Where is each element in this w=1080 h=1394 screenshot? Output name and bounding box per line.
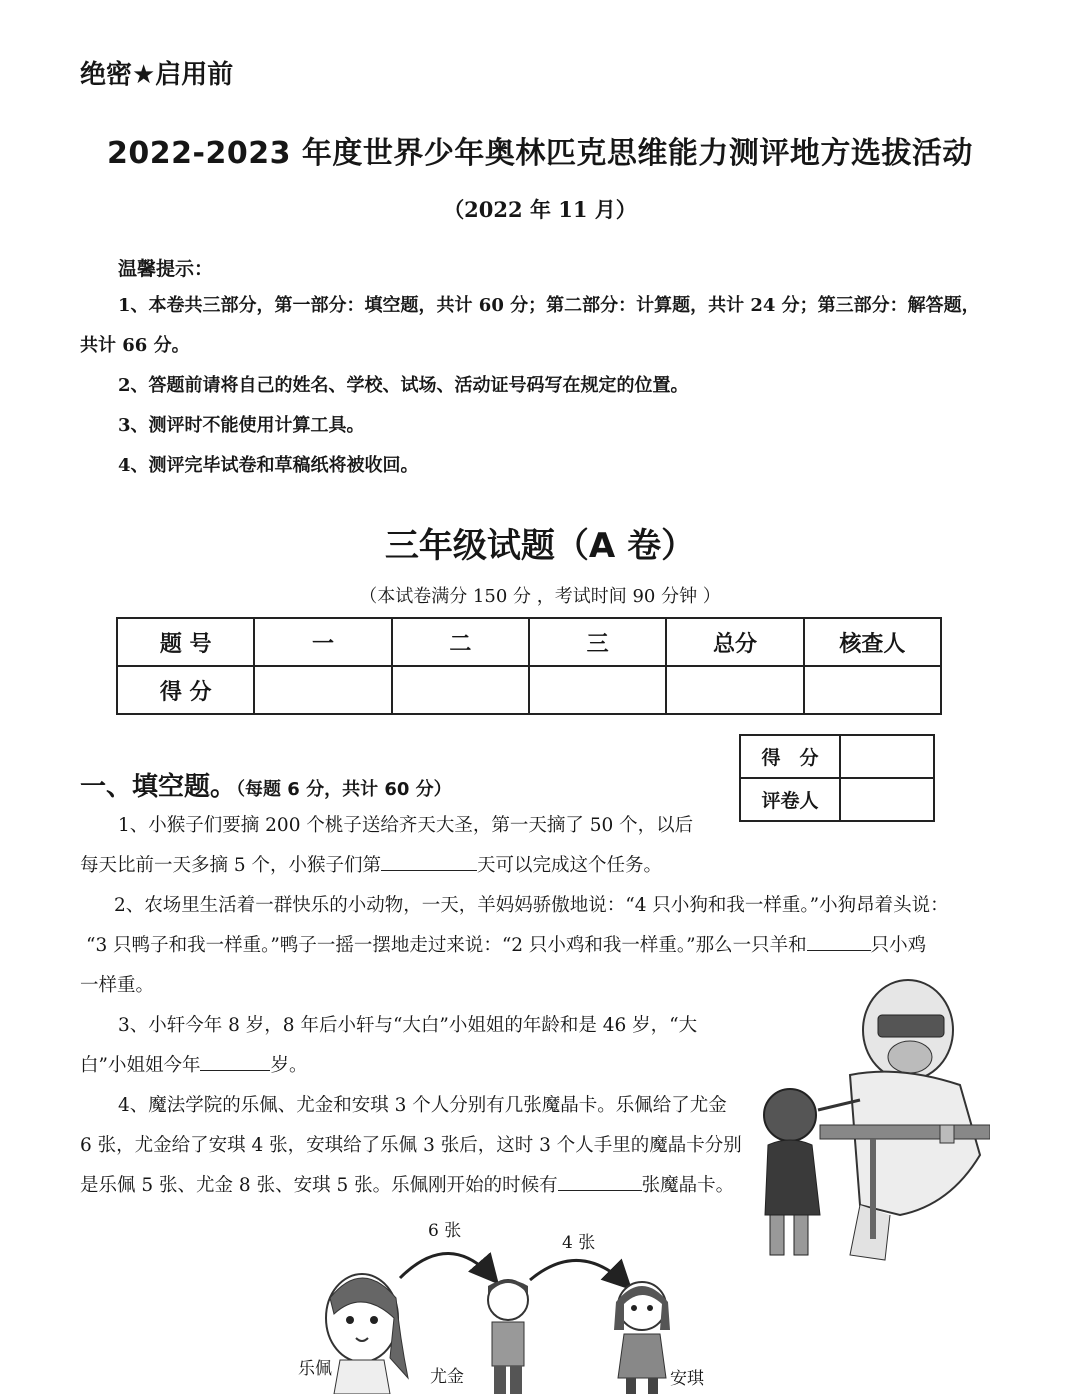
score-table-header-row: [117, 618, 941, 666]
tips-heading: 温馨提示：: [118, 258, 214, 280]
section-1-heading: 一、填空题。: [80, 772, 237, 802]
answer-blank-1[interactable]: [381, 850, 477, 871]
arrow-label-1: 6 张: [428, 1221, 462, 1241]
name-label-anqi: 安琪: [670, 1369, 704, 1389]
question-4-line-3: [80, 1166, 734, 1206]
question-4-line-2: 6 张，尤金给了安琪 4 张，安琪给了乐佩 3 张后，这时 3 个人手里的魔晶卡分别: [80, 1135, 742, 1156]
exam-title: 2022-2023 年度世界少年奥林匹克思维能力测评地方选拔活动: [107, 136, 973, 171]
question-1-text-end: 天可以完成这个任务。: [477, 855, 663, 876]
boy-yujin-figure: [488, 1280, 528, 1394]
score-cell[interactable]: [804, 666, 941, 714]
name-label-yujin: 尤金: [430, 1367, 464, 1387]
grader-name-cell[interactable]: [840, 778, 934, 821]
tip-1-cont: 共计 66 分。: [80, 335, 190, 356]
score-header-cell: 核查人: [804, 618, 941, 666]
question-2-line-1: 2、农场里生活着一群快乐的小动物，一天，羊妈妈骄傲地说：“4 只小狗和我一样重。”小狗昂着头说：: [114, 895, 949, 916]
covid-test-illustration: [750, 975, 990, 1265]
grader-score-cell[interactable]: [840, 735, 934, 778]
section-1-note: （每题 6 分，共计 60 分）: [236, 779, 452, 800]
score-cell[interactable]: [392, 666, 529, 714]
tip-3: 3、测评时不能使用计算工具。: [118, 415, 365, 436]
score-header-cell: 二: [392, 618, 529, 666]
arrow-label-2: 4 张: [562, 1233, 596, 1253]
exam-date: （2022 年 11 月）: [443, 197, 637, 222]
question-1-text: 每天比前一天多摘 5 个，小猴子们第: [80, 855, 382, 876]
question-2-text: “3 只鸭子和我一样重。”鸭子一摇一摆地走过来说：“2 只小鸡和我一样重。”那么一只羊和: [86, 935, 807, 956]
question-2-line-2: [86, 926, 926, 966]
card-transfer-diagram: [290, 1238, 730, 1394]
answer-blank-4[interactable]: [558, 1170, 642, 1191]
question-3-line-1: 3、小轩今年 8 岁，8 年后小轩与“大白”小姐姐的年龄和是 46 岁，“大: [118, 1015, 698, 1036]
score-table: [116, 617, 942, 715]
answer-blank-3[interactable]: [200, 1050, 270, 1071]
grader-table: [739, 734, 935, 822]
score-table-score-row: [117, 666, 941, 714]
score-cell[interactable]: [666, 666, 803, 714]
paper-subtitle: （本试卷满分 150 分 ，考试时间 90 分钟 ）: [359, 586, 721, 607]
name-label-lepei: 乐佩: [298, 1359, 332, 1379]
score-header-cell: 三: [529, 618, 666, 666]
question-3-line-2: [80, 1046, 307, 1086]
girl-lepei-figure: [326, 1274, 408, 1394]
score-header-cell: 题 号: [117, 618, 254, 666]
question-3-text-end: 岁。: [270, 1055, 308, 1076]
tip-2: 2、答题前请将自己的姓名、学校、试场、活动证号码写在规定的位置。: [118, 375, 689, 396]
section-1-title: [80, 766, 452, 803]
question-1-line-2: [80, 846, 662, 886]
confidential-label: 绝密★启用前: [80, 60, 234, 90]
score-row-label: 得 分: [117, 666, 254, 714]
question-3-text: 白”小姐姐今年: [80, 1055, 201, 1076]
question-4-line-1: 4、魔法学院的乐佩、尤金和安琪 3 个人分别有几张魔晶卡。乐佩给了尤金: [118, 1095, 727, 1116]
score-cell[interactable]: [529, 666, 666, 714]
paper-title: 三年级试题（A 卷）: [384, 526, 696, 566]
grader-score-label: 得 分: [740, 735, 840, 778]
question-2-line-3: 一样重。: [80, 975, 155, 996]
girl-anqi-figure: [614, 1282, 670, 1394]
question-4-text-end: 张魔晶卡。: [641, 1175, 735, 1196]
score-header-cell: 一: [254, 618, 391, 666]
score-cell[interactable]: [254, 666, 391, 714]
question-2-text-end: 只小鸡: [870, 935, 927, 956]
question-1-line-1: 1、小猴子们要摘 200 个桃子送给齐天大圣，第一天摘了 50 个，以后: [118, 815, 694, 836]
question-4-text: 是乐佩 5 张、尤金 8 张、安琪 5 张。乐佩刚开始的时候有: [80, 1175, 558, 1196]
tip-1: 1、本卷共三部分，第一部分：填空题，共计 60 分；第二部分：计算题，共计 24 分；第三部分：解答题，: [118, 295, 980, 316]
grader-name-label: 评卷人: [740, 778, 840, 821]
answer-blank-2[interactable]: [807, 930, 871, 951]
tip-4: 4、测评完毕试卷和草稿纸将被收回。: [118, 455, 419, 476]
score-header-cell: 总分: [666, 618, 803, 666]
